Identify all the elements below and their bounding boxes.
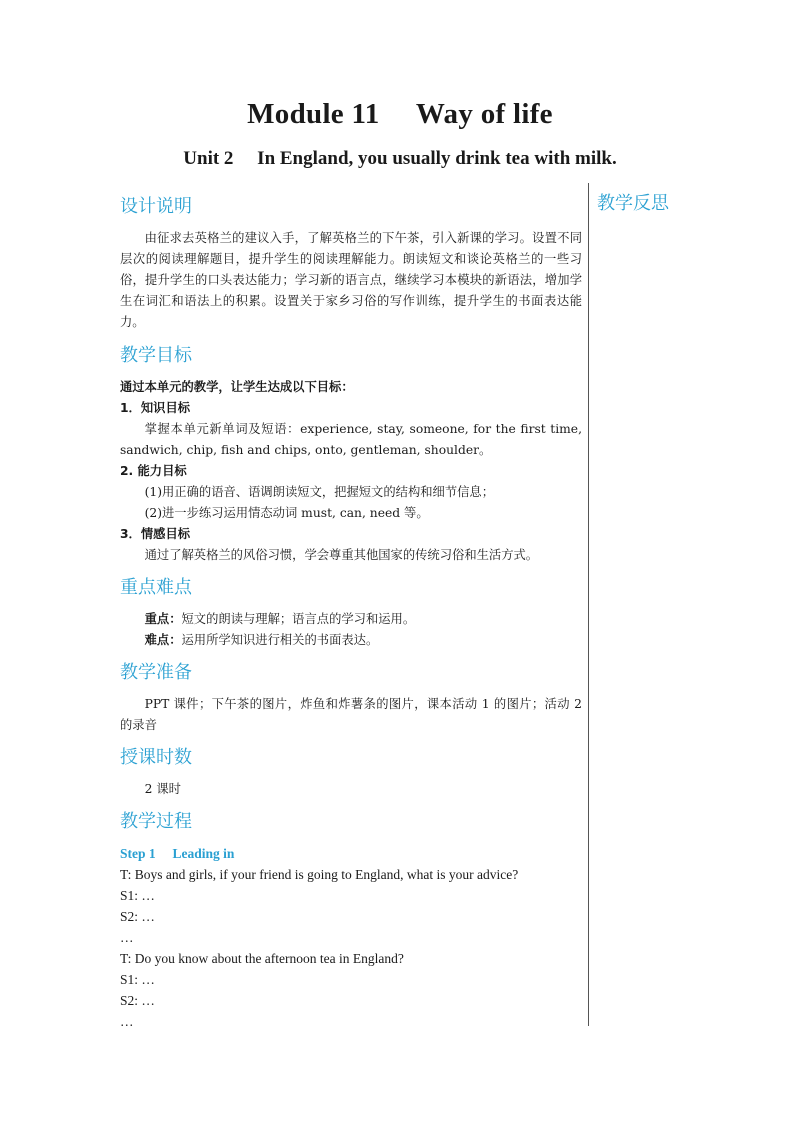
dialogue-line: T: Boys and girls, if your friend is going to England, what is your advice?: [120, 867, 519, 882]
step-1-heading: Step 1 Leading in: [120, 846, 235, 861]
goals-heading: 教学目标: [120, 345, 192, 366]
emotion-text: 通过了解英格兰的风俗习惯，学会尊重其他国家的传统习俗和生活方式。: [144, 548, 539, 562]
process-heading: 教学过程: [120, 811, 192, 832]
dialogue-line: …: [120, 1014, 134, 1029]
unit-subtitle: Unit 2 In England, you usually drink tea with milk.: [183, 148, 617, 169]
dialogue-line: …: [120, 930, 134, 945]
keypoints-heading: 重点难点: [120, 577, 192, 598]
prep-heading: 教学准备: [120, 662, 192, 683]
ability-item-1: (1)用正确的语音、语调朗读短文，把握短文的结构和细节信息；: [144, 485, 495, 499]
knowledge-text: 掌握本单元新单词及短语：experience, stay, someone, for the first time, sandwich, chip, fish and chips, onto, gentleman, shoulder。: [120, 422, 582, 457]
dialogue-line: T: Do you know about the afternoon tea in England?: [120, 951, 404, 966]
design-heading: 设计说明: [120, 196, 192, 217]
dialogue-line: S2: …: [120, 909, 155, 924]
prep-text: PPT 课件；下午茶的图片，炸鱼和炸薯条的图片，课本活动 1 的图片；活动 2 的录音: [120, 697, 582, 732]
ability-label: 2. 能力目标: [120, 464, 187, 478]
module-title: Module 11 Way of life: [247, 98, 553, 130]
emotion-label: 3．情感目标: [120, 527, 191, 541]
dialogue-line: S1: …: [120, 972, 155, 987]
ability-item-2: (2)进一步练习运用情态动词 must, can, need 等。: [144, 506, 429, 520]
dialogue-line: S1: …: [120, 888, 155, 903]
hours-heading: 授课时数: [120, 747, 192, 768]
key-point: [120, 609, 582, 630]
column-divider: [588, 183, 589, 1026]
key-text: 短文的朗读与理解；语言点的学习和运用。: [181, 612, 416, 626]
knowledge-label: 1．知识目标: [120, 401, 191, 415]
key-label: 重点：: [144, 612, 182, 626]
design-text: 由征求去英格兰的建议入手，了解英格兰的下午茶，引入新课的学习。设置不同层次的阅读理解题目，提升学生的阅读理解能力。朗读短文和谈论英格兰的一些习俗，提升学生的口头表达能力；学习新的语言点，继续学习本模块的新语法，增加学生在词汇和语法上的积累。设置关于家乡习俗的写作训练，提升学生的书面表达能力。: [120, 231, 582, 329]
diff-label: 难点：: [144, 633, 182, 647]
diff-text: 运用所学知识进行相关的书面表达。: [181, 633, 379, 647]
goals-intro: 通过本单元的教学，让学生达成以下目标：: [120, 380, 354, 394]
main-column: [120, 194, 582, 1032]
difficult-point: [120, 630, 582, 651]
dialogue-line: S2: …: [120, 993, 155, 1008]
reflection-heading: 教学反思: [597, 193, 669, 214]
hours-text: 2 课时: [144, 782, 181, 796]
